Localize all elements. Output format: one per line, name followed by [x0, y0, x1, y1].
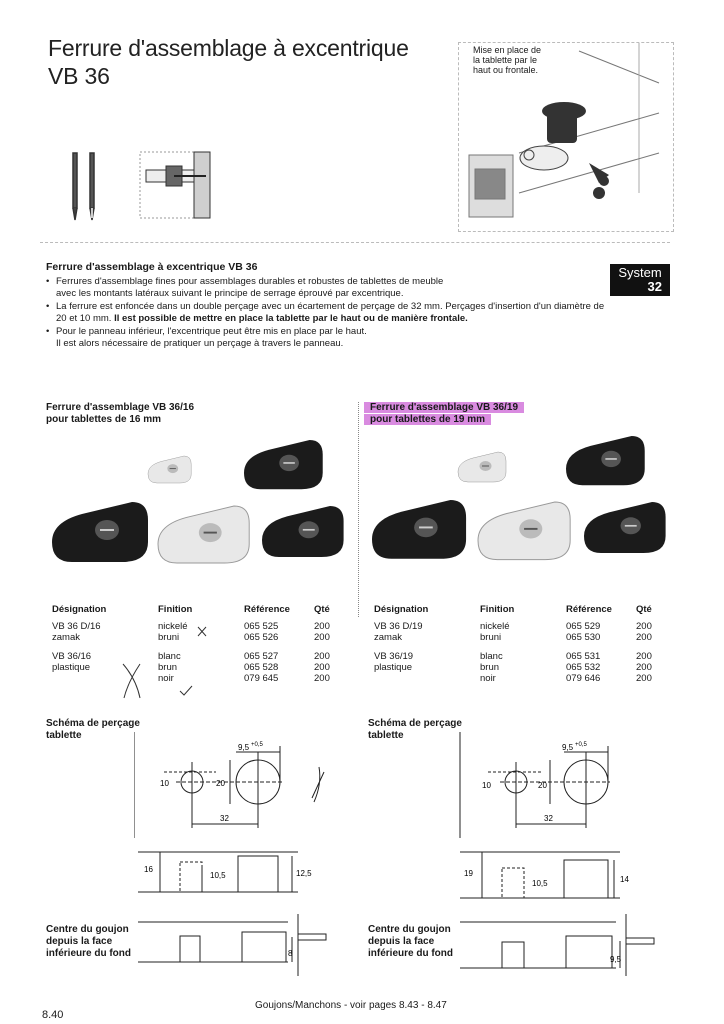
svg-text:9,5: 9,5	[610, 955, 622, 964]
left-section-heading: Ferrure d'assemblage VB 36/16 pour tablettes de 16 mm	[46, 402, 195, 425]
svg-text:32: 32	[220, 814, 229, 823]
right-center-label: Centre du goujon depuis la face inférieure du fond	[368, 924, 453, 959]
handwritten-marks	[118, 624, 218, 700]
tool-illustration	[66, 148, 216, 226]
table-row: VB 36 D/19 zamak nickelé bruni 065 529 065 530 200 200	[374, 621, 652, 643]
col-qte: Qté	[314, 604, 330, 615]
left-drill-label: Schéma de perçage tablette	[46, 718, 140, 741]
svg-text:+0,5: +0,5	[575, 742, 587, 748]
svg-text:12,5: 12,5	[296, 869, 312, 878]
right-drill-label: Schéma de perçage tablette	[368, 718, 462, 741]
bullet: • Pour le panneau inférieur, l'excentrique peut être mis en place par le haut. Il est alors nécessaire de pratiquer un perçage à travers le panneau.	[46, 326, 631, 350]
left-drilling-diagram	[134, 732, 344, 838]
svg-text:32: 32	[544, 814, 553, 823]
divider	[40, 242, 670, 243]
bullet: • La ferrure est enfoncée dans un double perçage avec un écartement de perçage de 32 mm. Perçages d'insertion d'un diamètre de 20 et 10 mm. Il est possible de mettre en place la tablette par le haut ou de manière frontale.	[46, 301, 631, 325]
col-reference: Référence	[244, 604, 290, 615]
svg-text:+0,5: +0,5	[251, 742, 263, 748]
col-designation: Désignation	[374, 604, 429, 615]
col-finition: Finition	[480, 604, 515, 615]
col-finition: Finition	[158, 604, 193, 615]
intro-bullets	[46, 276, 631, 351]
inset-caption: Mise en place de la tablette par le haut ou frontale.	[473, 45, 542, 75]
svg-text:14: 14	[620, 875, 629, 884]
intro-heading: Ferrure d'assemblage à excentrique VB 36	[46, 261, 258, 273]
right-reference-table	[374, 604, 676, 684]
col-designation: Désignation	[52, 604, 107, 615]
svg-text:10,5: 10,5	[532, 879, 548, 888]
page-title: Ferrure d'assemblage à excentrique VB 36	[48, 35, 409, 89]
svg-text:16: 16	[144, 865, 153, 874]
svg-text:8: 8	[288, 949, 293, 958]
bullet: • Ferrures d'assemblage fines pour assemblages durables et robustes de tablettes de meuble avec les montants latéraux suivant le principe de serrage éprouvé par excentrique.	[46, 276, 631, 300]
left-product-photos	[40, 436, 350, 596]
svg-text:10: 10	[482, 781, 491, 790]
installation-photo	[458, 42, 674, 232]
left-dowel-diagram	[138, 912, 338, 978]
svg-text:20: 20	[538, 781, 547, 790]
svg-text:10,5: 10,5	[210, 871, 226, 880]
left-section-diagram	[138, 846, 318, 906]
svg-text:19: 19	[464, 869, 473, 878]
right-drilling-diagram	[458, 732, 668, 838]
table-row: VB 36/19 plastique blanc brun noir 065 531 065 532 079 646 200 200 200	[374, 651, 652, 684]
column-divider	[358, 402, 359, 617]
table-row: VB 36 D/16 zamak nickelé bruni 065 525 065 526 200 200	[52, 621, 330, 643]
svg-text:10: 10	[160, 779, 169, 788]
svg-text:20: 20	[216, 779, 225, 788]
system-32-badge: System 32	[610, 264, 670, 296]
page-number: 8.40	[42, 1009, 64, 1021]
left-center-label: Centre du goujon depuis la face inférieure du fond	[46, 924, 131, 959]
right-section-heading: Ferrure d'assemblage VB 36/19 pour tablettes de 19 mm	[364, 402, 524, 426]
svg-text:9,5: 9,5	[562, 743, 574, 752]
svg-text:9,5: 9,5	[238, 743, 250, 752]
col-reference: Référence	[566, 604, 612, 615]
right-product-photos	[366, 436, 676, 596]
col-qte: Qté	[636, 604, 652, 615]
footer-crossref: Goujons/Manchons - voir pages 8.43 - 8.47	[255, 1000, 447, 1011]
right-dowel-diagram	[460, 912, 670, 978]
table-row: VB 36/16 plastique blanc brun noir 065 527 065 528 079 645 200 200 200	[52, 651, 330, 684]
right-section-diagram	[460, 846, 640, 906]
